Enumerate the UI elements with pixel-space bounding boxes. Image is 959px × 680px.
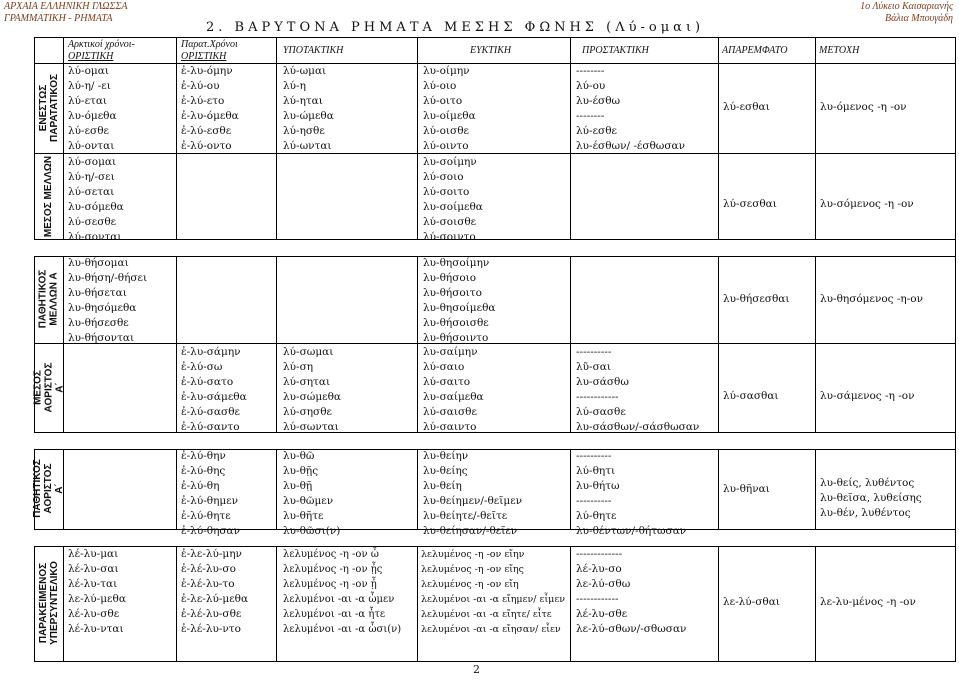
col-header-parat: Παρατ.Χρόνοι ΟΡΙΣΤΙΚΗ xyxy=(181,39,238,62)
col-header-arktikoi: Αρκτικοί χρόνοι- ΟΡΙΣΤΙΚΗ xyxy=(68,39,135,62)
path-mellon-aparemfato: λυ-θήσεσθαι xyxy=(723,293,790,305)
aoristos-prostaktiki: ---------- λῦ-σαι λυ-σάσθω ------------ λύ-σασθε λυ-σάσθων/-σάσθωσαν xyxy=(576,346,700,433)
header-right xyxy=(860,1,953,25)
parakeimenos-metoxi: λε-λυ-μένος -η -ον xyxy=(820,596,916,608)
mellon-efktiki: λυ-σοίμην λύ-σοιο λύ-σοιτο λυ-σοίμεθα λύ-σοισθε λύ-σοιντο xyxy=(423,156,483,243)
path-aoristos-ypotaktiki: λυ-θῶ λυ-θῇς λυ-θῇ λυ-θῶμεν λυ-θῆτε λυ-θῶσι(ν) xyxy=(283,450,341,537)
aoristos-aparemfato: λύ-σασθαι xyxy=(723,390,779,402)
header-subject: ΑΡΧΑΙΑ ΕΛΛΗΝΙΚΗ ΓΛΩΣΣΑ xyxy=(4,1,128,12)
path-mellon-metoxi: λυ-θησόμενος -η-ον xyxy=(820,293,923,305)
parakeimenos-prostaktiki: ------------- λέ-λυ-σο λε-λύ-σθω ------------ λέ-λυ-σθε λε-λύ-σθων/-σθωσαν xyxy=(576,548,687,635)
mellon-oristiki: λύ-σομαι λύ-η/-σει λύ-σεται λυ-σόμεθα λύ-σεσθε λύ-σονται xyxy=(68,156,124,243)
col-header-efktiki: ΕΥΚΤΙΚΗ xyxy=(470,45,512,56)
parakeimenos-aparemfato: λε-λύ-σθαι xyxy=(723,596,780,608)
col-header-metoxi: ΜΕΤΟΧΗ xyxy=(819,45,860,56)
parakeimenos-oristiki: λέ-λυ-μαι λέ-λυ-σαι λέ-λυ-ται λε-λύ-μεθα λέ-λυ-σθε λέ-λυ-νται xyxy=(68,548,126,635)
enestos-prostaktiki: -------- λύ-ου λυ-έσθω -------- λύ-εσθε λυ-έσθων/ -έσθωσαν xyxy=(576,65,686,152)
row-label-path-aoristos: ΠΑΘΗΤΙΚΟΣ ΑΟΡΙΣΤΟΣ Α΄ xyxy=(32,459,66,518)
col-header-aparemfato: ΑΠΑΡΕΜΦΑΤΟ xyxy=(722,45,788,56)
path-mellon-efktiki: λυ-θησοίμην λυ-θήσοιο λυ-θήσοιτο λυ-θησοίμεθα λυ-θήσοισθε λυ-θήσοιντο xyxy=(423,257,496,344)
page-title: 2. ΒΑΡΥΤΟΝΑ ΡΗΜΑΤΑ ΜΕΣΗΣ ΦΩΝΗΣ (Λύ-ομαι) xyxy=(206,20,705,35)
header-left xyxy=(4,1,128,25)
aoristos-ypotaktiki: λύ-σωμαι λύ-ση λύ-σηται λυ-σώμεθα λύ-σησθε λύ-σωνται xyxy=(283,346,341,433)
row-label-parakeimenos: ΠΑΡΑΚΕΙΜΕΝΟΣ ΥΠΕΡΣΥΝΤΕΛΙΚΟ xyxy=(37,561,60,645)
aoristos-metoxi: λυ-σάμενος -η -ον xyxy=(820,390,915,402)
aoristos-efktiki: λυ-σαίμην λύ-σαιο λύ-σαιτο λυ-σαίμεθα λύ-σαισθε λύ-σαιντο xyxy=(423,346,484,433)
enestos-ypotaktiki: λύ-ωμαι λύ-η λύ-ηται λυ-ώμεθα λύ-ησθε λύ-ωνται xyxy=(283,65,334,152)
path-aoristos-efktiki: λυ-θείην λυ-θείης λυ-θείη λυ-θείημεν/-θεῖμεν λυ-θείητε/-θεῖτε λυ-θείησαν/-θεῖεν xyxy=(423,450,523,537)
path-aoristos-aparemfato: λυ-θῆναι xyxy=(723,483,770,495)
mellon-metoxi: λυ-σόμενος -η -ον xyxy=(820,198,914,210)
header-school: 1ο Λύκειο Καισαριανής xyxy=(860,1,953,12)
col-header-prostaktiki: ΠΡΟΣΤΑΚΤΙΚΗ xyxy=(582,45,649,56)
path-aoristos-metoxi: λυ-θείς, λυθέντος λυ-θεῖσα, λυθείσης λυ-θέν, λυθέντος xyxy=(820,477,922,519)
yperSyntelikos-oristiki: ἐ-λε-λύ-μην ἐ-λέ-λυ-σο ἐ-λέ-λυ-το ἐ-λε-λύ-μεθα ἐ-λέ-λυ-σθε ἐ-λέ-λυ-ντο xyxy=(181,548,249,635)
path-aoristos-prostaktiki: ---------- λύ-θητι λυ-θήτω ---------- λύ-θητε λυ-θέντων/-θήτωσαν xyxy=(576,450,687,537)
col-header-ypotaktiki: ΥΠΟΤΑΚΤΙΚΗ xyxy=(283,45,344,56)
header-author: Βάλια Μπουγάδη xyxy=(885,13,953,24)
row-label-mellon: ΜΕΣΟΣ ΜΕΛΛΩΝ xyxy=(43,155,55,237)
mellon-aparemfato: λύ-σεσθαι xyxy=(723,198,777,210)
row-label-path-mellon: ΠΑΘΗΤΙΚΟΣ ΜΕΛΛΩΝ Α xyxy=(37,269,60,329)
enestos-metoxi: λυ-όμενος -η -ον xyxy=(820,101,907,113)
parakeimenos-efktiki: λελυμένος -η -ον εἴην λελυμένος -η -ον εἴης λελυμένος -η -ον εἴη λελυμένοι -αι -α εἴημεν/ εἶμεν λελυμένοι -αι -α εἴητε/ εἶτε λελυμένοι -αι -α εἴησαν/ εἶεν xyxy=(421,549,566,635)
aoristos-oristiki: ἐ-λυ-σάμην ἐ-λύ-σω ἐ-λύ-σατο ἐ-λυ-σάμεθα ἐ-λύ-σασθε ἐ-λύ-σαντο xyxy=(181,346,247,433)
enestos-oristiki: λύ-ομαι λύ-η/ -ει λύ-εται λυ-όμεθα λύ-εσθε λύ-ονται xyxy=(68,65,117,152)
enestos-aparemfato: λύ-εσθαι xyxy=(723,101,770,113)
row-label-enestos: ΕΝΕΣΤΩΣ ΠΑΡΑΤΑΤΙΚΟΣ xyxy=(37,74,60,142)
row-label-aoristos: ΜΕΣΟΣ ΑΟΡΙΣΤΟΣ Α΄ xyxy=(32,362,66,413)
page-number: 2 xyxy=(473,663,480,676)
path-aoristos-oristiki: ἐ-λύ-θην ἐ-λύ-θης ἐ-λύ-θη ἐ-λύ-θημεν ἐ-λύ-θητε ἐ-λύ-θησαν xyxy=(181,450,241,537)
path-mellon-oristiki: λυ-θήσομαι λυ-θήση/-θήσει λυ-θήσεται λυ-θησόμεθα λυ-θήσεσθε λυ-θήσονται xyxy=(68,257,148,344)
header-topic: ΓΡΑΜΜΑΤΙΚΗ - ΡΗΜΑΤΑ xyxy=(4,13,113,24)
parakeimenos-ypotaktiki: λελυμένος -η -ον ὦ λελυμένος -η -ον ᾖς λελυμένος -η -ον ᾖ λελυμένοι -αι -α ὦμεν λελυμένοι -αι -α ἦτε λελυμένοι -αι -α ὦσι(ν) xyxy=(283,549,402,635)
enestos-efktiki: λυ-οίμην λύ-οιο λύ-οιτο λυ-οίμεθα λύ-οισθε λύ-οιντο xyxy=(423,65,476,152)
enestos-paratatikos: ἐ-λυ-όμην ἐ-λύ-ου ἐ-λύ-ετο ἐ-λυ-όμεθα ἐ-λύ-εσθε ἐ-λύ-οντο xyxy=(181,65,239,152)
